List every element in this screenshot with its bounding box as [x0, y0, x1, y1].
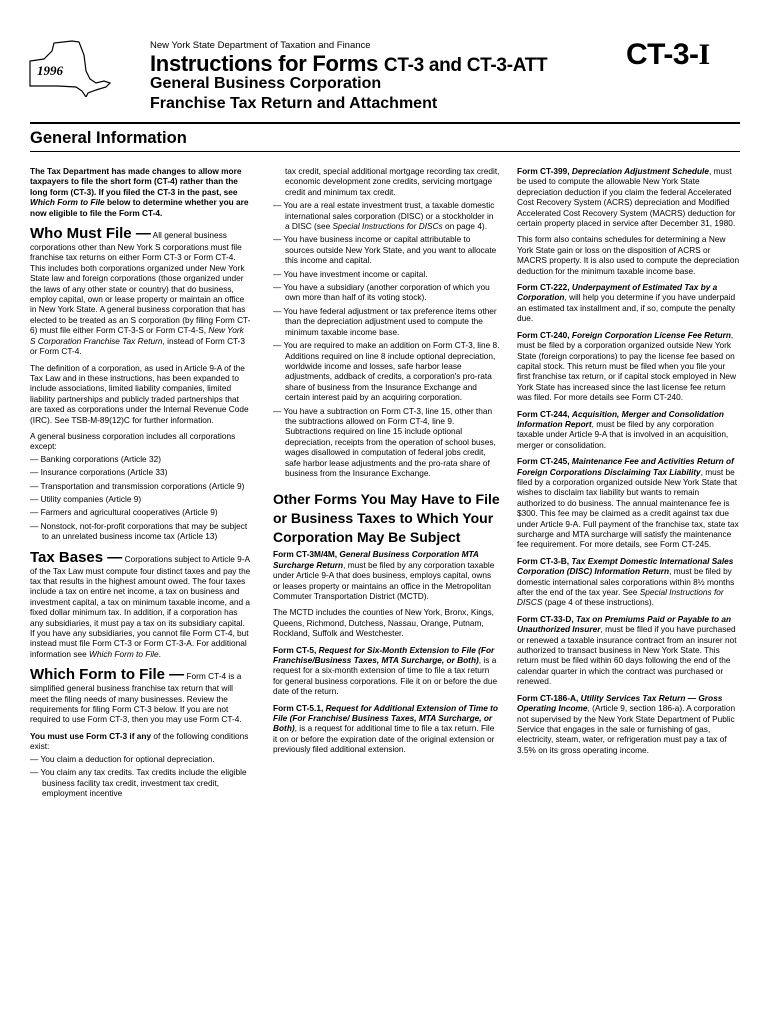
form-ct222-paragraph	[517, 282, 740, 324]
which-form-paragraph	[30, 667, 251, 725]
form-ct3m-paragraph	[273, 549, 500, 601]
form-text: , must be filed by any corporation taxable under Article 9-A that is involved in an acquisition, merger or consolidation.	[517, 418, 729, 450]
form-title: Form CT-245,	[517, 456, 572, 467]
form-text: , is a request for additional time to file a tax return. File it on or before the expiration date of the original extension or previously filed additional extension.	[273, 723, 495, 755]
department-name: New York State Department of Taxation and Finance	[150, 40, 371, 51]
list-item: — Farmers and agricultural cooperatives (Article 9)	[30, 507, 218, 518]
form-ct3b-paragraph	[517, 556, 740, 608]
must-use-paragraph	[30, 731, 251, 752]
form-name: Tax on Premiums Paid or Payable to an Unauthorized Insurer	[517, 613, 732, 635]
list-item: — You claim any tax credits. Tax credits include the eligible business facility tax credit, investment tax credit, employment incentive	[30, 767, 247, 798]
form-text: , must be filed by a corporation organized outside New York State that wishes to disclaim tax liability but wants to remain authorized to do business. The annual maintenance fee is $300. This fee may be claimed as a credit against tax due under Article 9-A. Full payment of the franchise tax, state tax surcharge and MTA surcharge will satisfy the maintenance fee requirement. For more details, see Form CT-245.	[517, 466, 739, 550]
who-text-italic: New York S Corporation Franchise Tax Return	[30, 325, 244, 346]
intro-paragraph	[30, 166, 251, 218]
form-name: Request for Six-Month Extension to File (For Franchise/Business Taxes, MTA Surcharge, or Both)	[273, 644, 495, 666]
form-text-italic: Special Instructions for DISCS	[517, 587, 724, 608]
mctd-paragraph: The MCTD includes the counties of New York, Bronx, Kings, Queens, Richmond, Dutchess, Nassau, Orange, Putnam, Rockland, Suffolk and Westchester.	[273, 607, 494, 639]
reit-text-a: — You are a real estate investment trust, a taxable domestic international sales corporation (DISC) or a stockholder in a DISC (see	[273, 200, 495, 232]
form-name: Foreign Corporation License Fee Return	[571, 329, 731, 340]
form-ct399-paragraph-2: This form also contains schedules for determining a New York State gain or loss on the disposition of ACRS or MACRS property. It is also used to compute the depreciation deduction for the minimum taxable income base.	[517, 234, 740, 276]
who-must-file-paragraph	[30, 226, 251, 356]
form-name: Request for Additional Extension of Time to File (For Franchise/ Business Taxes, MTA Surcharge, or Both)	[273, 702, 498, 734]
other-forms-heading: Other Forms You May Have to File or Business Taxes to Which Your Corporation May Be Subject	[273, 491, 500, 546]
form-code	[626, 38, 710, 72]
list-item: — You have federal adjustment or tax preference items other than the depreciation adjustment used to compute the minimum taxable income base.	[273, 305, 497, 337]
intro-text-a: The Tax Department has made changes to allow more taxpayers to file the short form (CT-4) rather than the long form (CT-3). If you filed the CT-3 in the past, see	[30, 166, 242, 197]
form-text: , is a request for a six-month extension of time to file a tax return for general business corporations. File it on or before the due date of the return.	[273, 655, 498, 697]
form-name: Underpayment of Estimated Tax by a Corporation	[517, 282, 718, 303]
list-item: — Nonstock, not-for-profit corporations that may be subject to an unrelated business income tax (Article 13)	[30, 520, 248, 542]
document-subtitle-1: General Business Corporation	[150, 75, 382, 92]
list-item: — Banking corporations (Article 32)	[30, 453, 161, 464]
form-text: , must be filed by any corporation taxable under Article 9-A that does business, employs capital, owns or leases property or maintains an office in the Metropolitan Commuter Transportation District (MCTD).	[273, 559, 495, 601]
form-text: , must be used to compute the allowable New York State depreciation deduction if you claim the federal Accelerated Cost Recovery System (ACRS) depreciation and Modified Accelerated Cost Recovery System (MACRS) deduction for certain property placed in service after December 31, 1980.	[517, 166, 736, 229]
form-title: Form CT-3M/4M,	[273, 549, 340, 560]
except-intro: A general business corporation includes all corporations except:	[30, 430, 236, 452]
who-text-a: All general business corporations other than New York S corporations must file franchise tax returns on either Form CT-3 or Form CT-4. This includes both corporations organized under New York State law and foreign corporations (those organized under the laws of any other state or country) that do business, employ capital, own or lease property or maintain an office in New York State. A general business corporation that has elected to be treated as an S corporation (by filing Form CT-6) must file either Form CT-3-S or Form CT-4-S,	[30, 230, 251, 336]
list-item: — You are required to make an addition on Form CT-3, line 8. Additions required on line 8 include optional depreciation, worldwide income and losses, safe harbor lease adjustments, addback of credits, a corporation's pro-rata share of business from the Insurance Exchange and certain interest paid by an acquiring corporation.	[273, 340, 500, 403]
which-text: Form CT-4 is a simplified general business franchise tax return that will meet the filing needs of many businesses. Review the requirements for filing Form CT-3 below. If you are not required to use Form CT-3, then you may use Form CT-4.	[30, 671, 242, 725]
bases-text-a: Corporations subject to Article 9-A of the Tax Law must compute four distinct taxes and pay the tax that results in the highest amount owed. The four taxes include a tax on entire net income, a tax on business and investment capital, a tax on minimum taxable income, and a fixed dollar minimum tax. In addition, if a corporation has any subsidiaries, it must pay a tax on its subsidiary capital. If you have any subsidiaries, you cannot file Form CT-4, but instead must file Form CT-3 or Form CT-3-A. For additional information see	[30, 553, 251, 659]
list-item: — You claim a deduction for optional depreciation.	[30, 753, 215, 764]
form-ct186a-paragraph	[517, 693, 740, 755]
intro-link: Which Form to File	[30, 197, 105, 208]
must-use-rest: of the following conditions exist:	[30, 730, 249, 752]
form-title: Form CT-5,	[273, 644, 319, 655]
form-text: , must be filed if you have purchased or renewed a taxable insurance contract from an insurer not authorized to transact business in New York State. This return must be filed within 60 days following the end of the calendar quarter in which the contract was purchased or renewed.	[517, 624, 737, 687]
title-forms: CT-3 and CT-3-ATT	[383, 55, 548, 76]
definition-paragraph: The definition of a corporation, as used in Article 9-A of the Tax Law and in these instructions, has been expanded to include associations, limited liability companies, limited liability partnerships and publicly traded partnerships that are taxed as corporations under the Internal Revenue Code (IRC). See TSB-M-89(12)C for further information.	[30, 362, 249, 425]
form-name: Tax Exempt Domestic International Sales Corporation (DISC) Information Return	[517, 555, 734, 577]
form-title: Form CT-222,	[517, 282, 572, 293]
list-item: — Insurance corporations (Article 33)	[30, 467, 168, 478]
header-divider	[30, 122, 740, 124]
form-title: Form CT-186-A,	[517, 692, 581, 703]
column-1	[30, 166, 251, 801]
form-ct51-paragraph	[273, 703, 500, 755]
intro-text-b: below to determine whether you are now eligible to file the Form CT-4.	[30, 197, 249, 218]
form-title: Form CT-33-D,	[517, 613, 577, 624]
form-name: General Business Corporation MTA Surcharge Return	[273, 549, 479, 570]
list-item: — Utility companies (Article 9)	[30, 493, 142, 504]
form-ct5-paragraph	[273, 645, 500, 697]
bases-text-italic: Which Form to File	[89, 648, 159, 659]
continued-text: tax credit, special additional mortgage recording tax credit, economic development zone credits, servicing mortgage credit and minimum tax credit.	[285, 166, 500, 197]
tax-year-label: 1996	[37, 63, 63, 78]
form-title: Form CT-5.1,	[273, 702, 326, 713]
page-header	[0, 0, 770, 125]
document-subtitle-2: Franchise Tax Return and Attachment	[150, 95, 438, 112]
tax-bases-paragraph	[30, 550, 251, 660]
list-item: — Transportation and transmission corporations (Article 9)	[30, 480, 245, 491]
form-text: , must be filed by domestic international sales corporations within 8½ months after the end of the tax year. See	[517, 566, 735, 598]
list-item: — You have investment income or capital.	[273, 268, 428, 279]
form-ct399-paragraph	[517, 166, 740, 228]
list-item: — You have a subtraction on Form CT-3, line 15, other than the subtractions allowed on Form CT-4, line 9. Subtractions required on line 15 include optional depreciation, receipts from the operation of school buses, wages disallowed in computation of federal jobs credit, safe harbor lease adjustments and the pro-rata share of business from the Insurance Exchange.	[273, 405, 496, 478]
form-code-prefix: CT-3-	[626, 38, 699, 71]
section-title: General Information	[30, 129, 187, 147]
form-ct33d-paragraph	[517, 614, 740, 687]
list-item: — You have business income or capital attributable to sources outside New York State, and you want to allocate this income and capital.	[273, 234, 497, 266]
form-text: , (Article 9, section 186-a). A corporation not supervised by the New York State Department of Public Service that engages in the sale or furnishing of gas, electricity, steam, water, or refrigeration must pay a tax of 3.5% on its gross operating income.	[517, 703, 736, 755]
who-must-file-heading: Who Must File —	[30, 225, 151, 243]
form-text: , will help you determine if you have underpaid an estimated tax installment and, if so, compute the penalty due.	[517, 292, 736, 324]
form-title: Form CT-399,	[517, 166, 572, 176]
column-3	[517, 166, 740, 761]
who-text-b: , instead of Form CT-3 or Form CT-4.	[30, 335, 246, 357]
column-2	[273, 166, 500, 761]
form-title: Form CT-244,	[517, 408, 572, 419]
form-ct244-paragraph	[517, 409, 740, 451]
must-use-bold: You must use Form CT-3 if any	[30, 730, 152, 741]
form-title: Form CT-240,	[517, 329, 572, 340]
reit-italic: Special Instructions for DISCs	[332, 221, 443, 232]
form-text: , must be filed by a corporation organized outside New York State (foreign corporations) to pay the license fee based on capital stock. This return must be filed when you file your first franchise tax return, or if capital stock employed in New York State has increased since the last license fee return was filed. For more details see Form CT-240.	[517, 329, 737, 403]
form-ct245-paragraph	[517, 456, 740, 550]
form-code-suffix: I	[698, 38, 710, 71]
form-name: Acquisition, Merger and Consolidation Information Report	[517, 408, 724, 429]
form-name: Depreciation Adjustment Schedule	[571, 166, 709, 176]
section-divider	[30, 151, 740, 152]
form-ct240-paragraph	[517, 330, 740, 403]
form-title: Form CT-3-B,	[517, 555, 572, 566]
reit-text-b: on page 4).	[442, 221, 488, 232]
form-name: Utility Services Tax Return — Gross Operating Income	[517, 692, 723, 714]
form-text-b: (page 4 of these instructions).	[542, 597, 654, 608]
tax-bases-heading: Tax Bases —	[30, 548, 123, 566]
list-item: — You have a subsidiary (another corporation of which you own more than half of its voting stock).	[273, 282, 490, 303]
list-item	[273, 200, 500, 231]
bases-text-b: .	[158, 648, 161, 659]
form-name: Maintenance Fee and Activities Return of Foreign Corporations Disclaiming Tax Liability	[517, 456, 734, 477]
title-main: Instructions for Forms	[150, 51, 379, 76]
which-form-heading: Which Form to File —	[30, 666, 185, 684]
